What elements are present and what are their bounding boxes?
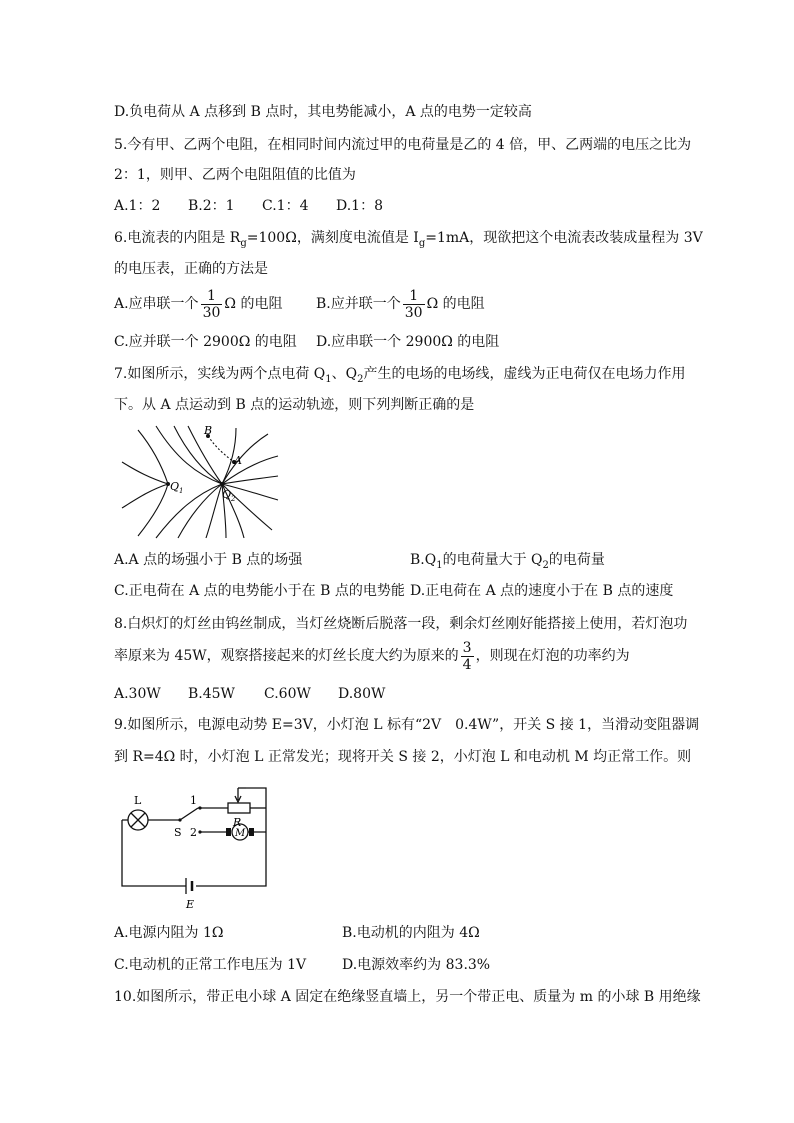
field-line	[222, 434, 268, 484]
contact-2	[198, 830, 201, 833]
q7-option-d: D.正电荷在 A 点的速度小于在 B 点的速度	[410, 583, 674, 599]
field-line	[222, 476, 278, 484]
q5-options	[114, 196, 383, 216]
motor-brush-left	[226, 828, 231, 836]
electric-field-figure	[116, 424, 282, 540]
q5-stem-line2: 2：1，则甲、乙两个电阻阻值的比值为	[114, 167, 356, 183]
label-S: S	[174, 826, 182, 839]
switch-blade	[180, 808, 198, 820]
q7-option-b: $B.Q_1$的电荷量大于 $Q_2$的电荷量	[410, 552, 605, 571]
q9-option-b: B.电动机的内阻为 4Ω	[342, 925, 480, 941]
q8-option-c: C.60W	[264, 686, 311, 702]
q8-stem-line1: 8.白炽灯的灯丝由钨丝制成，当灯丝烧断后脱落一段，剩余灯丝刚好能搭接上使用，若灯泡功	[114, 616, 688, 632]
q7-option-c: C.正电荷在 A 点的电势能小于在 B 点的电势能	[114, 583, 405, 599]
label-a: A	[234, 454, 242, 467]
q10-stem-line1: 10.如图所示，带正电小球 A 固定在绝缘竖直墙上，另一个带正电、质量为 m 的小球 B 用绝缘	[114, 989, 701, 1005]
q9-stem-line1: 9.如图所示，电源电动势 E=3V，小灯泡 L 标有“2V 0.4W”，开关 S 接 1，当滑动变阻器调	[114, 717, 700, 733]
q8-option-d: D.80W	[338, 686, 386, 702]
motor-brush-right	[249, 828, 254, 836]
field-line	[122, 484, 168, 508]
q8-option-b: B.45W	[188, 686, 235, 702]
label-M: M	[235, 828, 246, 839]
q9-stem-line2: 到 R=4Ω 时，小灯泡 L 正常发光；现将开关 S 接 2，小灯泡 L 和电动机 M 均正常工作。则	[114, 749, 692, 765]
fraction: $\frac{1}{30}$	[202, 287, 221, 321]
rheostat-resistor	[228, 803, 250, 813]
label-q2: $Q_2$	[222, 488, 236, 503]
q6-option-c: C.应并联一个 2900Ω 的电阻	[114, 334, 297, 350]
q5-option-b: B.2：1	[188, 198, 235, 214]
q5-option-d: D.1：8	[336, 198, 383, 214]
q8-options	[114, 684, 385, 704]
q8-stem-line2: 率原来为 45W，观察搭接起来的灯丝长度大约为原来的 $\frac{3}{4}$ ，则现在灯泡的功率约为	[114, 639, 630, 673]
charge-q2	[220, 482, 224, 486]
fraction: $\frac{1}{30}$	[404, 287, 423, 321]
label-1: 1	[190, 794, 197, 807]
field-line	[122, 462, 168, 484]
q5-option-a: A.1：2	[114, 198, 161, 214]
q9-options-ab	[114, 923, 480, 943]
q6-stem-line1: 6.电流表的内阻是 $R_g=100\Omega$，满刻度电流值是 $I_g=1mA$，现欲把这个电流表改装成量程为 3V	[114, 230, 703, 249]
label-b: B	[204, 424, 213, 437]
q9-options-cd	[114, 955, 490, 975]
q9-option-a: A.电源内阻为 1Ω	[114, 925, 224, 941]
label-2: 2	[190, 826, 197, 839]
q5-stem-line1: 5.今有甲、乙两个电阻，在相同时间内流过甲的电荷量是乙的 4 倍，甲、乙两端的电压之比为	[114, 137, 692, 153]
label-R: R	[233, 816, 242, 829]
contact-1	[198, 806, 201, 809]
q6-stem-line2: 的电压表，正确的方法是	[114, 261, 268, 277]
q5-option-c: C.1：4	[262, 198, 309, 214]
q7-options-cd	[114, 581, 673, 601]
label-q1: $Q_1$	[170, 480, 184, 495]
q6-option-b: B.应并联一个 $\frac{1}{30}$ Ω 的电阻	[316, 287, 485, 321]
q4-option-d: D.负电荷从 A 点移到 B 点时，其电势能减小，A 点的电势一定较高	[114, 104, 532, 120]
q7-stem-line1: 7.如图所示，实线为两个点电荷 $Q_1$、$Q_2$产生的电场的电场线，虚线为正电荷仅在电场力作用	[114, 366, 686, 385]
lamp-cross	[131, 813, 145, 827]
label-E: E	[186, 898, 195, 911]
label-L: L	[134, 794, 142, 807]
trajectory-dashed	[208, 436, 234, 462]
field-line	[206, 484, 222, 538]
q6-options-ab	[114, 284, 485, 324]
circuit-figure	[116, 784, 276, 916]
q9-option-d: D.电源效率约为 83.3%	[342, 957, 491, 973]
q9-option-c: C.电动机的正常工作电压为 1V	[114, 957, 307, 973]
q7-stem-line2: 下。从 A 点运动到 B 点的运动轨迹，则下列判断正确的是	[114, 397, 475, 413]
q6-options-cd	[114, 332, 499, 352]
q6-option-d: D.应串联一个 2900Ω 的电阻	[316, 334, 500, 350]
field-line	[174, 426, 222, 484]
field-line	[178, 484, 222, 538]
q6-option-a: A.应串联一个 $\frac{1}{30}$ Ω 的电阻	[114, 287, 283, 321]
q8-option-a: A.30W	[114, 686, 161, 702]
field-line	[156, 426, 222, 484]
q7-option-a: A.A 点的场强小于 B 点的场强	[114, 552, 303, 568]
fraction: $\frac{3}{4}$	[462, 639, 472, 673]
switch-pivot	[178, 818, 181, 821]
q7-options-ab	[114, 550, 605, 576]
